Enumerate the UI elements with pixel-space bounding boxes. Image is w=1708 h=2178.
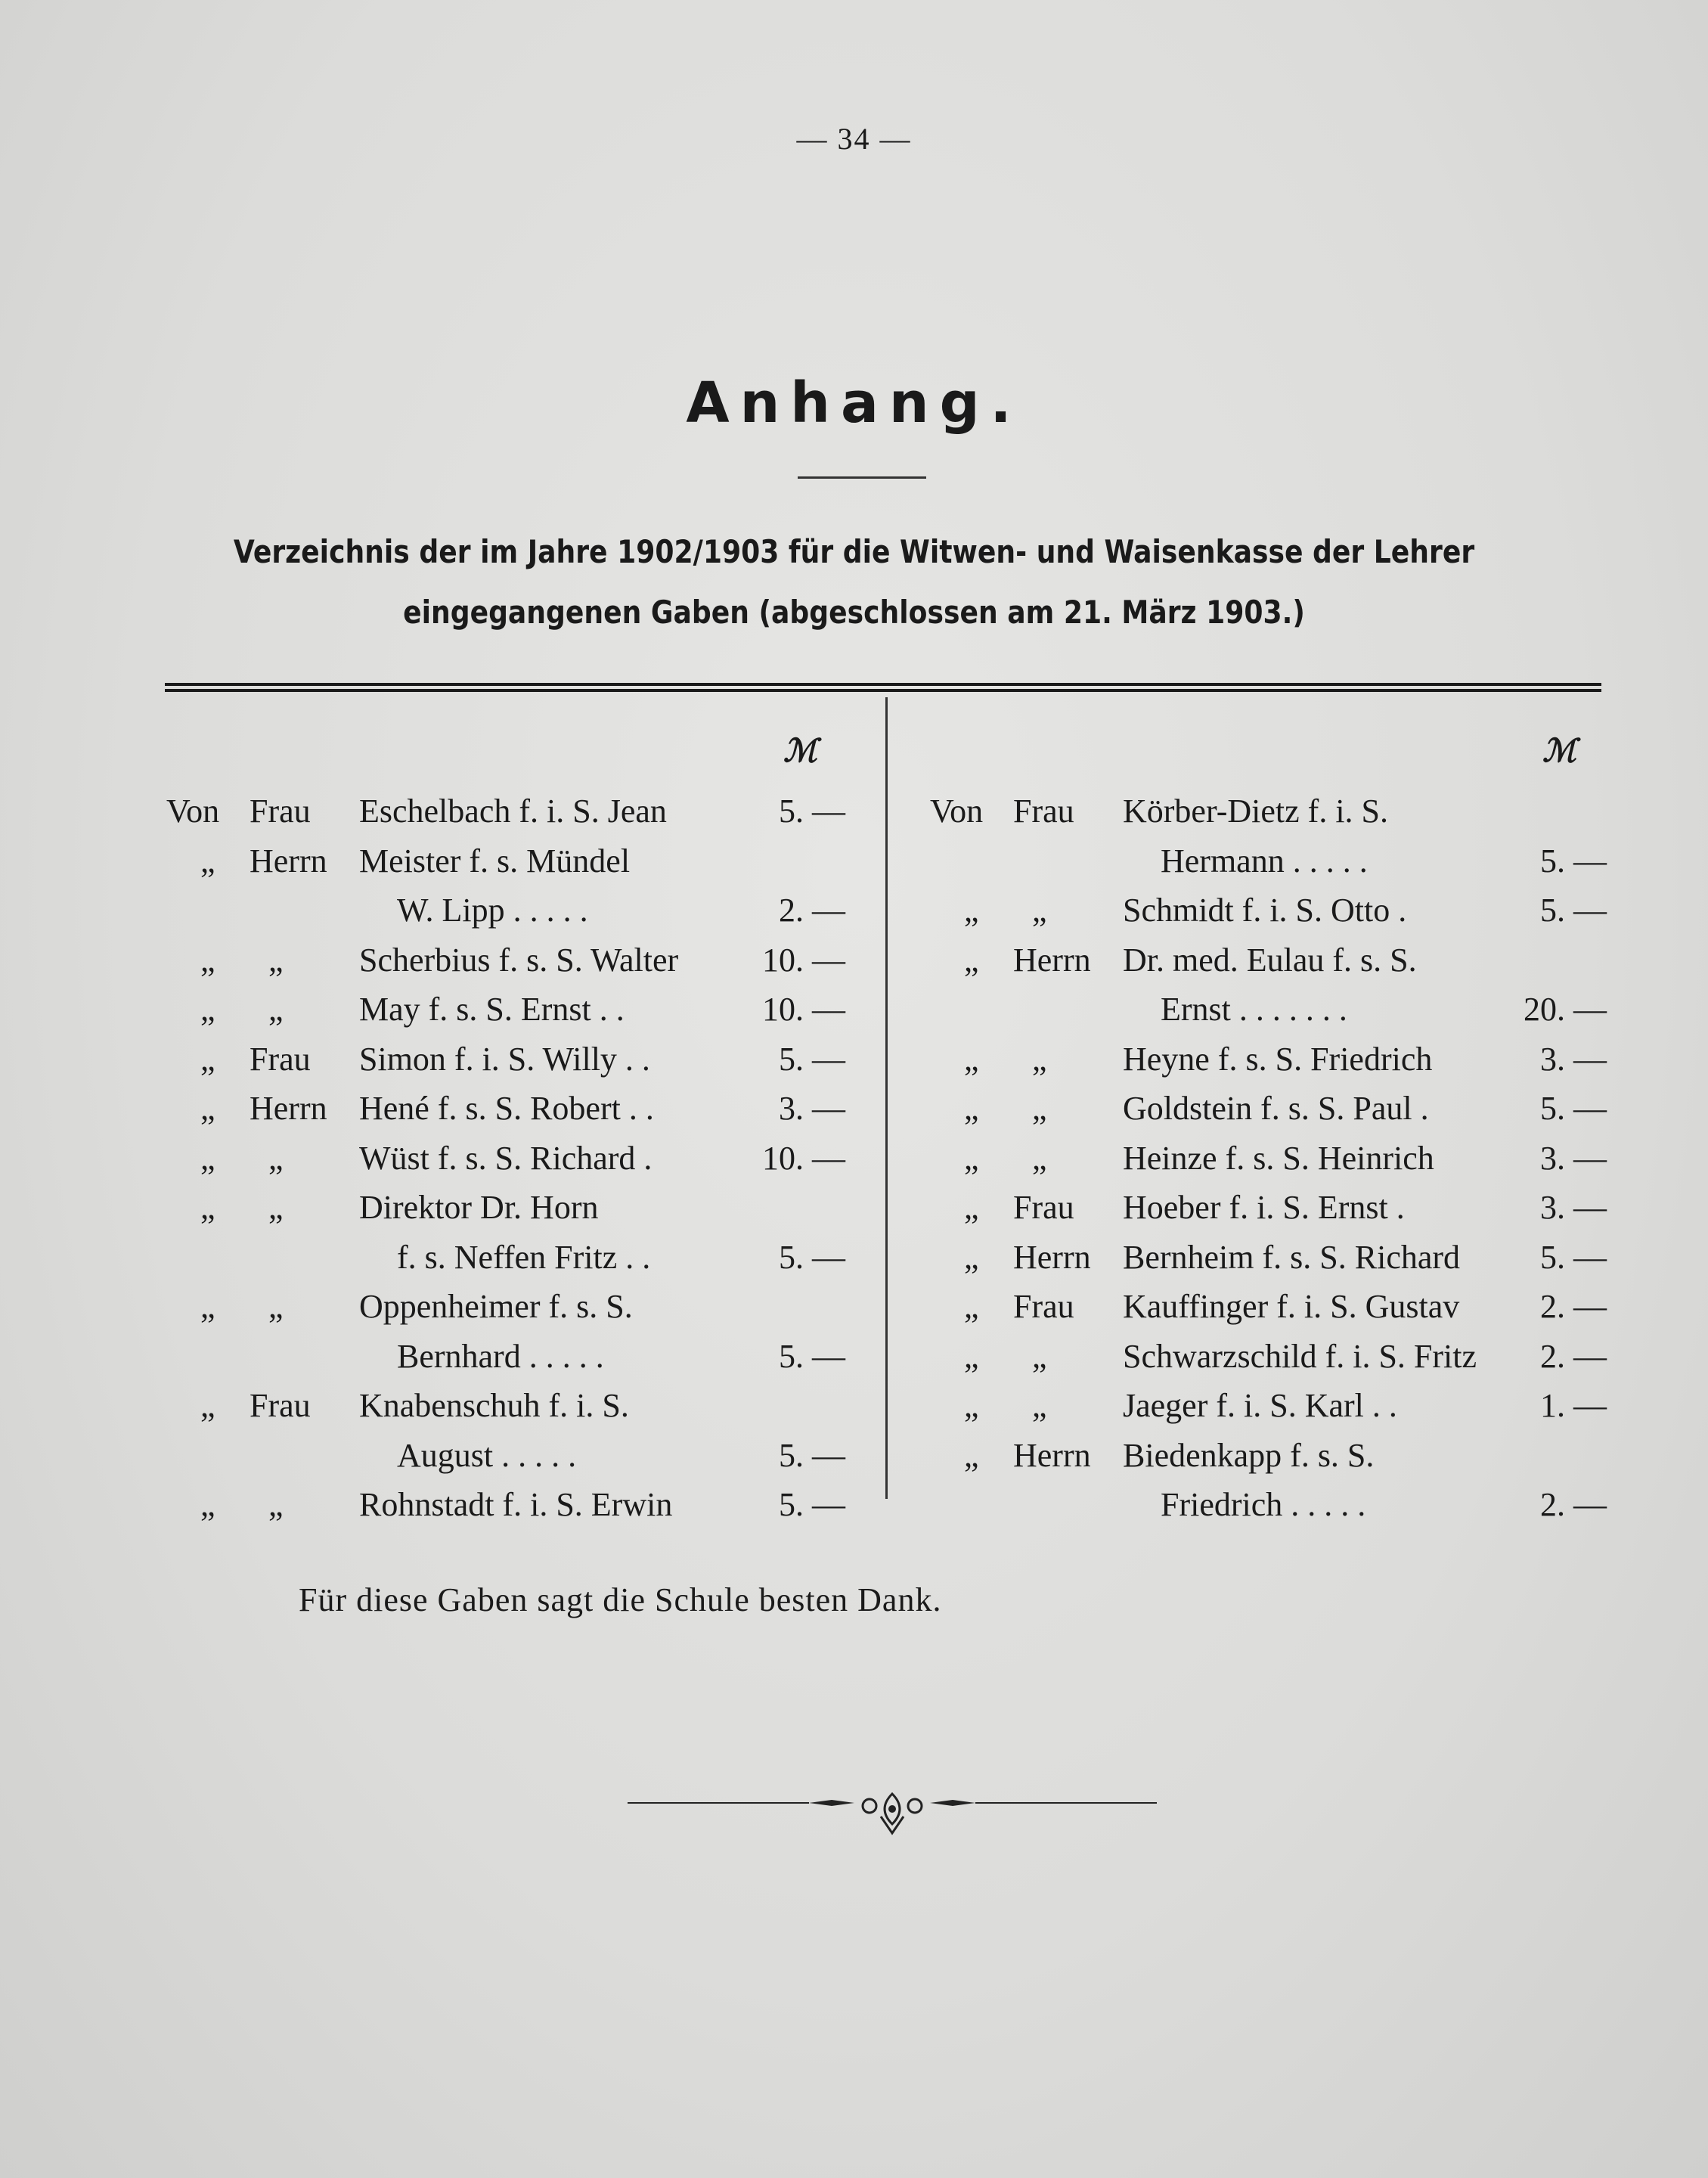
- entry-text: August . . . . .: [397, 1436, 577, 1474]
- entry-text: Oppenheimer f. s. S.: [359, 1288, 633, 1325]
- entry-prefix: „: [200, 1288, 215, 1325]
- entry-text: Hoeber f. i. S. Ernst .: [1123, 1189, 1405, 1226]
- entry-prefix: „: [200, 1189, 215, 1226]
- entry-text: Goldstein f. s. S. Paul .: [1123, 1090, 1429, 1127]
- entry-amount: 2. —: [1540, 1337, 1607, 1375]
- entry-prefix: „: [200, 941, 215, 979]
- entry-text: Schmidt f. i. S. Otto .: [1123, 892, 1407, 929]
- entry-text: Meister f. s. Mündel: [359, 842, 631, 880]
- entry-title: Frau: [1013, 1288, 1074, 1325]
- entry-title: „: [1032, 1387, 1047, 1424]
- entry-amount: 3. —: [779, 1090, 845, 1127]
- entry-title: „: [268, 991, 284, 1028]
- entry-text: Bernhard . . . . .: [397, 1337, 604, 1375]
- entry-amount: 5. —: [779, 1486, 845, 1523]
- entry-title: Frau: [250, 1040, 311, 1078]
- entry-title: Frau: [250, 793, 311, 830]
- entry-title: „: [268, 1288, 284, 1325]
- entry-text: W. Lipp . . . . .: [397, 892, 588, 929]
- entry-prefix: „: [964, 941, 979, 979]
- entry-title: Frau: [250, 1387, 311, 1424]
- entry-title: Herrn: [250, 1090, 327, 1127]
- entry-amount: 2. —: [1540, 1486, 1607, 1523]
- entry-text: Heyne f. s. S. Friedrich: [1123, 1040, 1433, 1078]
- entry-amount: 5. —: [1540, 842, 1607, 880]
- entry-prefix: „: [964, 1387, 979, 1424]
- entry-amount: 3. —: [1540, 1040, 1607, 1078]
- entry-title: „: [268, 1486, 284, 1523]
- entry-amount: 5. —: [779, 1238, 845, 1276]
- entry-prefix: „: [200, 1139, 215, 1177]
- entry-amount: 5. —: [779, 1337, 845, 1375]
- entry-prefix: „: [200, 842, 215, 880]
- entry-text: Friedrich . . . . .: [1161, 1486, 1366, 1523]
- entry-prefix: „: [200, 1090, 215, 1127]
- column-divider: [885, 697, 888, 1499]
- entry-prefix: „: [964, 1288, 979, 1325]
- entry-text: Heinze f. s. S. Heinrich: [1123, 1139, 1434, 1177]
- entry-prefix: Von: [166, 793, 220, 830]
- entry-prefix: „: [200, 1486, 215, 1523]
- right-currency-header: ℳ: [1542, 734, 1576, 769]
- entry-amount: 5. —: [779, 793, 845, 830]
- entry-prefix: „: [964, 1139, 979, 1177]
- entry-amount: 1. —: [1540, 1387, 1607, 1424]
- entry-text: Scherbius f. s. S. Walter: [359, 941, 679, 979]
- entry-amount: 5. —: [1540, 892, 1607, 929]
- entry-text: Simon f. i. S. Willy . .: [359, 1040, 650, 1078]
- entry-amount: 5. —: [1540, 1238, 1607, 1276]
- entry-amount: 5. —: [779, 1436, 845, 1474]
- entry-title: Herrn: [1013, 1238, 1091, 1276]
- entry-prefix: „: [964, 1238, 979, 1276]
- subtitle-line-1: Verzeichnis der im Jahre 1902/1903 für die Witwen- und Waisenkasse der Lehrer: [233, 533, 1475, 570]
- table-top-rule: [165, 683, 1601, 692]
- entry-title: Frau: [1013, 793, 1074, 830]
- entry-title: „: [1032, 892, 1047, 929]
- entry-text: Körber-Dietz f. i. S.: [1123, 793, 1389, 830]
- entry-prefix: „: [200, 1387, 215, 1424]
- entry-text: Hené f. s. S. Robert . .: [359, 1090, 654, 1127]
- left-currency-header: ℳ: [783, 734, 817, 769]
- entry-prefix: „: [964, 892, 979, 929]
- entry-amount: 5. —: [1540, 1090, 1607, 1127]
- entry-prefix: „: [200, 1040, 215, 1078]
- entry-amount: 3. —: [1540, 1139, 1607, 1177]
- entry-title: „: [1032, 1040, 1047, 1078]
- entry-text: Eschelbach f. i. S. Jean: [359, 793, 667, 830]
- entry-title: Herrn: [1013, 941, 1091, 979]
- entry-text: Hermann . . . . .: [1161, 842, 1368, 880]
- entry-title: Herrn: [250, 842, 327, 880]
- entry-amount: 20. —: [1524, 991, 1607, 1028]
- entry-title: „: [1032, 1337, 1047, 1375]
- entry-text: f. s. Neffen Fritz . .: [397, 1238, 651, 1276]
- entry-text: Biedenkapp f. s. S.: [1123, 1436, 1375, 1474]
- entry-text: Kauffinger f. i. S. Gustav: [1123, 1288, 1460, 1325]
- entry-text: Knabenschuh f. i. S.: [359, 1387, 629, 1424]
- entry-prefix: „: [200, 991, 215, 1028]
- entry-text: Rohnstadt f. i. S. Erwin: [359, 1486, 673, 1523]
- entry-title: „: [1032, 1139, 1047, 1177]
- entry-title: „: [1032, 1090, 1047, 1127]
- subtitle-line-2: eingegangenen Gaben (abgeschlossen am 21. März 1903.): [403, 594, 1305, 631]
- entry-title: „: [268, 1139, 284, 1177]
- entry-title: Frau: [1013, 1189, 1074, 1226]
- entry-amount: 10. —: [762, 1139, 845, 1177]
- entry-title: „: [268, 941, 284, 979]
- entry-text: Wüst f. s. S. Richard .: [359, 1139, 653, 1177]
- entry-text: Dr. med. Eulau f. s. S.: [1123, 941, 1417, 979]
- page-title: Anhang.: [686, 371, 1022, 436]
- entry-title: Herrn: [1013, 1436, 1091, 1474]
- entry-prefix: „: [964, 1090, 979, 1127]
- title-underline: [798, 476, 926, 479]
- entry-prefix: Von: [930, 793, 984, 830]
- entry-title: „: [268, 1189, 284, 1226]
- entry-amount: 10. —: [762, 941, 845, 979]
- entry-text: Bernheim f. s. S. Richard: [1123, 1238, 1461, 1276]
- entry-amount: 5. —: [779, 1040, 845, 1078]
- entry-amount: 2. —: [1540, 1288, 1607, 1325]
- ornament-divider-icon: [628, 1779, 1157, 1847]
- footer-note: Für diese Gaben sagt die Schule besten Dank.: [299, 1581, 942, 1618]
- entry-prefix: „: [964, 1337, 979, 1375]
- entry-text: Schwarzschild f. i. S. Fritz: [1123, 1337, 1477, 1375]
- entry-amount: 2. —: [779, 892, 845, 929]
- entry-text: Jaeger f. i. S. Karl . .: [1123, 1387, 1397, 1424]
- entry-text: May f. s. S. Ernst . .: [359, 991, 625, 1028]
- entry-prefix: „: [964, 1189, 979, 1226]
- page-number: — 34 —: [796, 122, 912, 156]
- entry-prefix: „: [964, 1436, 979, 1474]
- entry-amount: 3. —: [1540, 1189, 1607, 1226]
- entry-prefix: „: [964, 1040, 979, 1078]
- entry-text: Direktor Dr. Horn: [359, 1189, 599, 1226]
- entry-text: Ernst . . . . . . .: [1161, 991, 1347, 1028]
- entry-amount: 10. —: [762, 991, 845, 1028]
